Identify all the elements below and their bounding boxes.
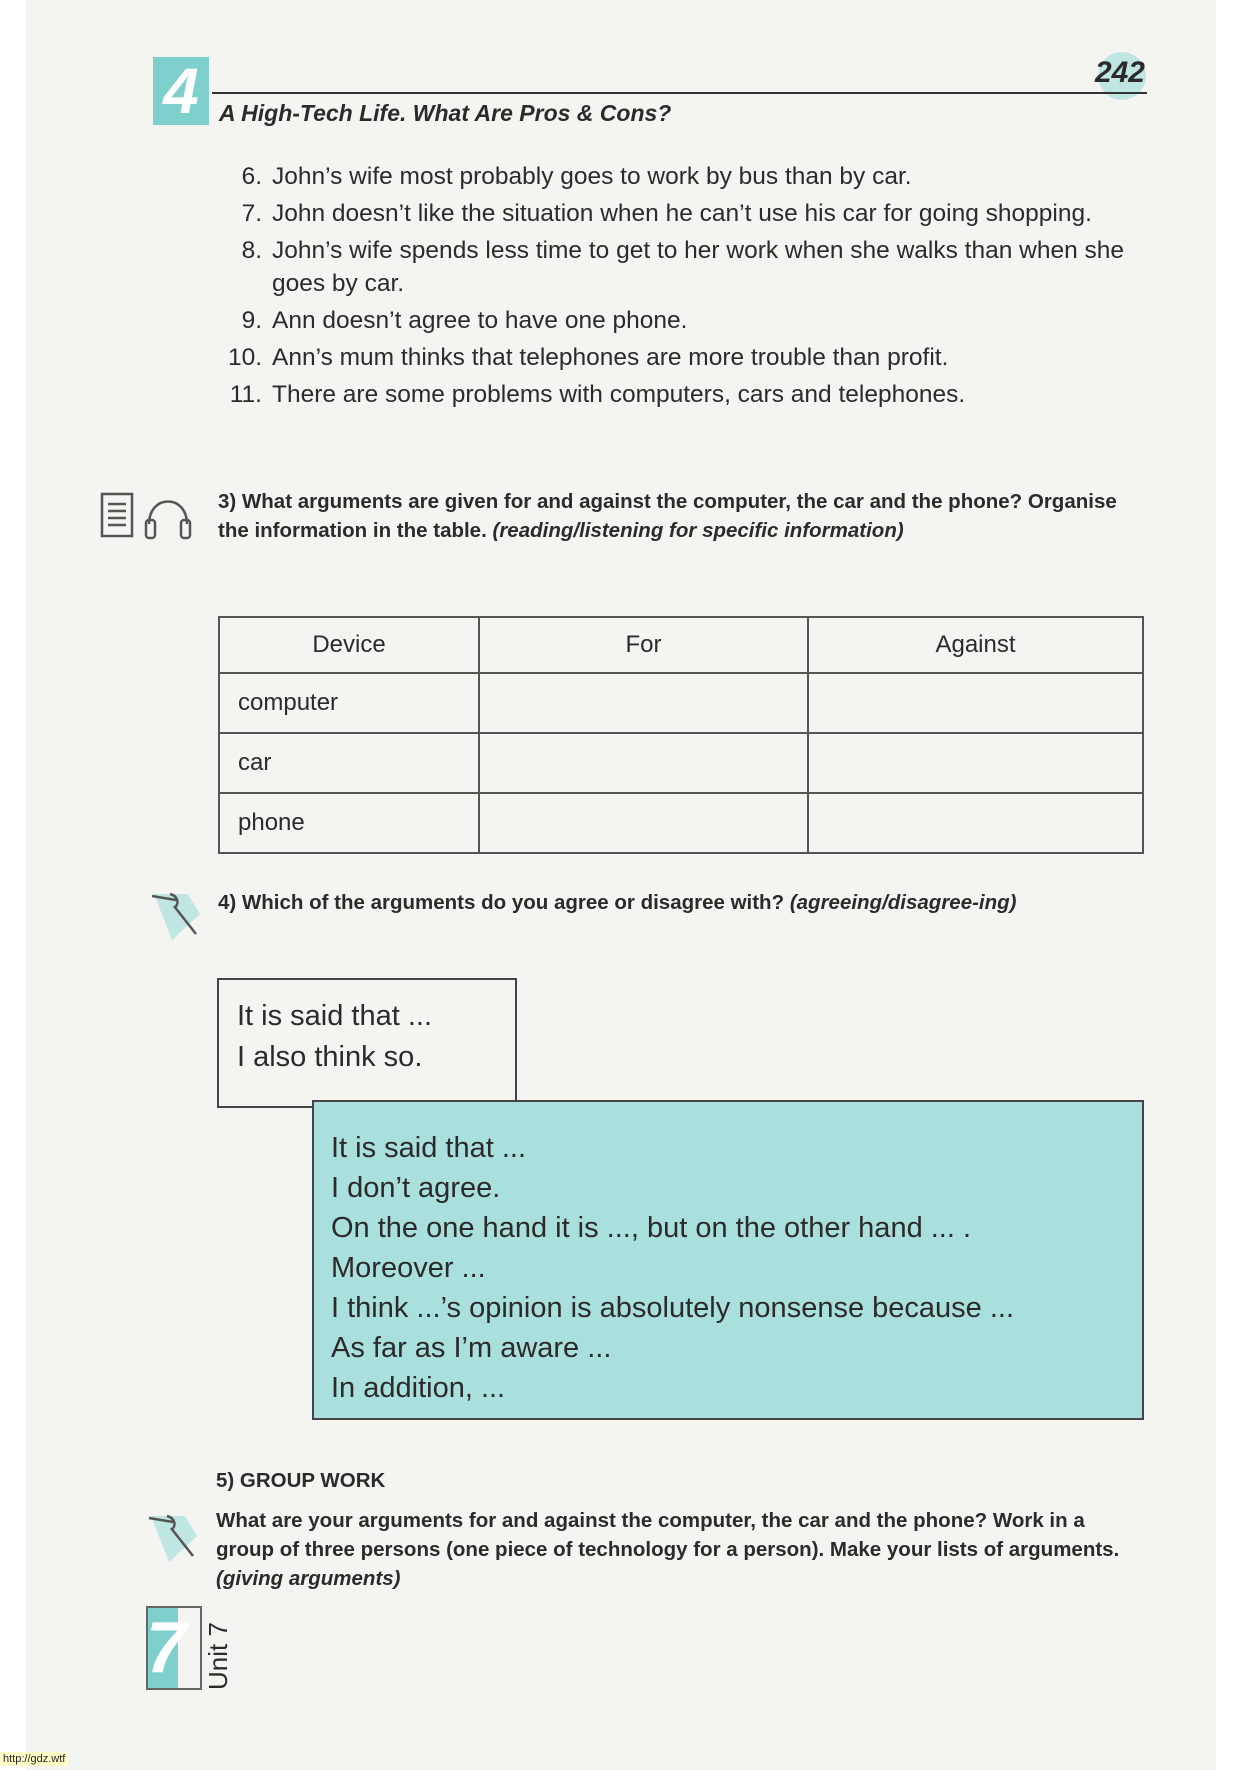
for-cell[interactable]	[479, 673, 808, 733]
for-cell[interactable]	[479, 793, 808, 853]
microphone-icon	[148, 884, 206, 944]
table-row	[219, 793, 1143, 853]
column-header-device: Device	[219, 617, 479, 673]
unit-number-badge: 7	[146, 1608, 187, 1688]
microphone-icon	[145, 1506, 203, 1566]
for-cell[interactable]	[479, 733, 808, 793]
unit-label: Unit 7	[203, 1622, 233, 1690]
table-header-row	[219, 617, 1143, 673]
phrase: I don’t agree.	[331, 1172, 501, 1204]
phrase: It is said that ...	[237, 1000, 433, 1032]
arguments-table	[218, 616, 1144, 854]
agree-phrases-box	[217, 978, 517, 1108]
column-header-against: Against	[808, 617, 1143, 673]
table-row	[219, 733, 1143, 793]
phrase: In addition, ...	[331, 1372, 506, 1404]
task-5-instruction: What are your arguments for and against the computer, the car and the phone? Work in a group of three persons (one piece of technology for a person). Make your lists of arguments. (giving arguments)	[216, 1509, 1120, 1590]
against-cell[interactable]	[808, 793, 1143, 853]
task-3-instruction: 3) What arguments are given for and against the computer, the car and the phone? Organise the information in the table. (reading/listening for specific information)	[218, 490, 1117, 542]
phrase: It is said that ...	[331, 1132, 527, 1164]
statement-item: 8. John’s wife spends less time to get to her work when she walks than when she goes by car.	[241, 237, 1125, 297]
watermark-link[interactable]: http://gdz.wtf	[0, 1752, 68, 1766]
statement-item: 11. There are some problems with computers, cars and telephones.	[229, 381, 966, 408]
device-cell: computer	[219, 673, 479, 733]
task-5-title: 5) GROUP WORK	[216, 1469, 386, 1492]
table-row	[219, 673, 1143, 733]
header-rule	[212, 92, 1147, 94]
against-cell[interactable]	[808, 673, 1143, 733]
lesson-number-badge: 4	[153, 57, 209, 125]
device-cell: car	[219, 733, 479, 793]
phrase: On the one hand it is ..., but on the other hand ... .	[331, 1212, 972, 1244]
text-icon	[100, 492, 136, 540]
phrase: Moreover ...	[331, 1252, 486, 1284]
phrase: I think ...’s opinion is absolutely nonsense because ...	[331, 1292, 1015, 1324]
statement-item: 6. John’s wife most probably goes to work by bus than by car.	[241, 163, 912, 190]
unit-title: A High-Tech Life. What Are Pros & Cons?	[219, 100, 672, 126]
disagree-phrases-box	[312, 1100, 1144, 1420]
device-cell: phone	[219, 793, 479, 853]
against-cell[interactable]	[808, 733, 1143, 793]
statement-item: 9. Ann doesn’t agree to have one phone.	[241, 307, 688, 334]
unit-tag-frame	[146, 1606, 202, 1690]
statement-item: 7. John doesn’t like the situation when he can’t use his car for going shopping.	[241, 200, 1092, 227]
page-number: 242	[1094, 56, 1145, 89]
column-header-for: For	[479, 617, 808, 673]
phrase: I also think so.	[237, 1041, 423, 1073]
true-false-statements	[210, 160, 1150, 415]
statement-item: 10. Ann’s mum thinks that telephones are more trouble than profit.	[227, 344, 949, 371]
headphones-icon	[143, 488, 193, 544]
phrase: As far as I’m aware ...	[331, 1332, 612, 1364]
task-4-instruction: 4) Which of the arguments do you agree or disagree with? (agreeing/disagree-ing)	[218, 891, 1017, 914]
